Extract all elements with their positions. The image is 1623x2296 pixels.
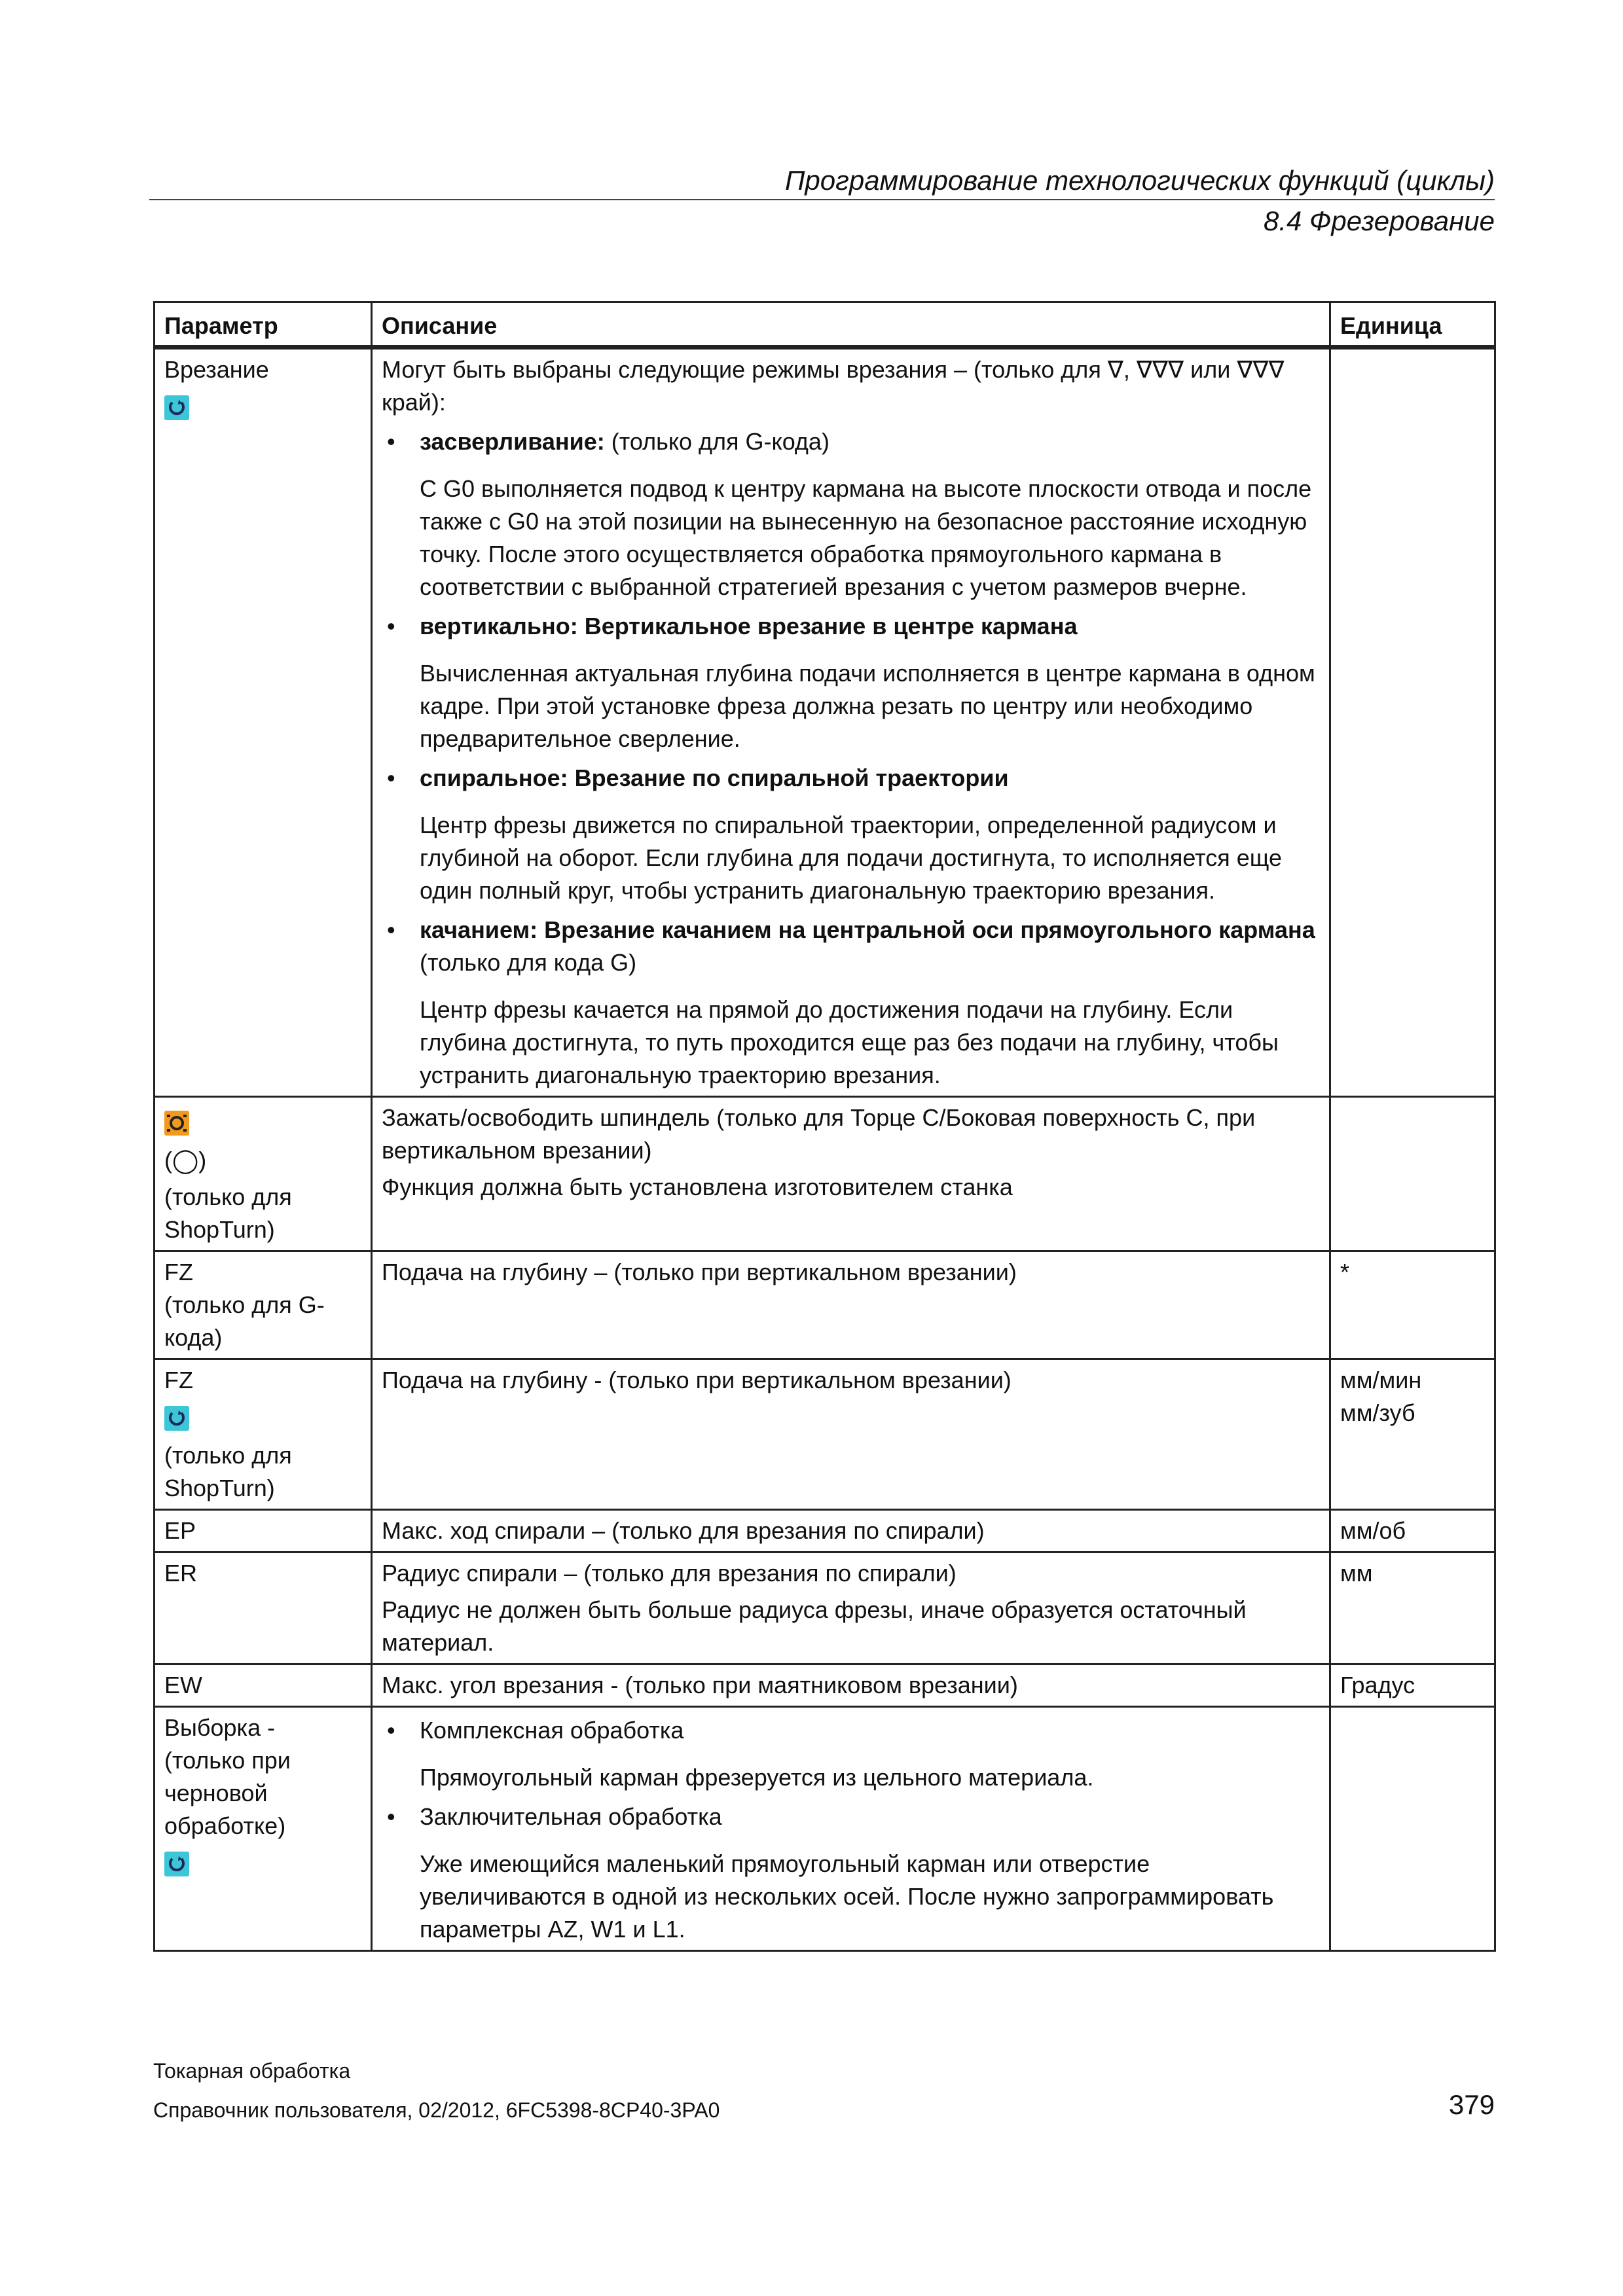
param-name: FZ — [164, 1367, 193, 1393]
description-note: Радиус не должен быть больше радиуса фрезы, иначе образуется остаточный материал. — [382, 1596, 1247, 1656]
parameter-table — [153, 301, 1496, 1952]
footer-reference: Справочник пользователя, 02/2012, 6FC5398-8CP40-3PA0 — [153, 2098, 720, 2122]
unit-cell: мм/об — [1330, 1510, 1495, 1552]
table-row — [155, 1251, 1495, 1359]
list-item — [382, 610, 1320, 643]
description-cell: Макс. ход спирали – (только для врезания по спирали) — [372, 1510, 1330, 1552]
spindle-clamp-icon — [164, 1111, 189, 1136]
column-header-unit: Единица — [1330, 302, 1495, 348]
footer-title: Токарная обработка — [153, 2059, 351, 2083]
unit-cell: Градус — [1330, 1664, 1495, 1707]
cycle-icon — [164, 1406, 189, 1431]
item-title-rest: (только для G-кода) — [604, 428, 830, 455]
table-row — [155, 1707, 1495, 1951]
param-name: FZ — [164, 1259, 193, 1285]
item-text: Вычисленная актуальная глубина подачи исполняется в центре кармана в одном кадре. При этой установке фреза должна резать по центру или необходимо предварительное сверление. — [420, 660, 1315, 752]
list-item — [382, 762, 1320, 795]
list-item: • Комплексная обработка — [382, 1714, 1320, 1747]
item-text: Центр фрезы движется по спиральной траектории, определенной радиусом и глубиной на оборот. Если глубина для подачи достигнута, то исполняется еще один полный круг, чтобы устранить диагональную траекторию врезания. — [420, 812, 1282, 904]
item-title: спиральное: Врезание по спиральной траектории — [420, 764, 1009, 791]
description-cell — [372, 1707, 1330, 1951]
table-row — [155, 348, 1495, 1097]
description-text: Зажать/освободить шпиндель (только для Торце С/Боковая поверхность С, при вертикальном врезании) — [382, 1104, 1256, 1164]
param-cell — [155, 1251, 372, 1359]
param-symbol: (◯) — [164, 1147, 207, 1174]
unit-cell: * — [1330, 1251, 1495, 1359]
item-text: Центр фрезы качается на прямой до достижения подачи на глубину. Если глубина достигнута, то путь проходится еще раз без подачи на глубину, чтобы устранить диагональную траекторию врезания. — [420, 996, 1279, 1088]
description-intro: Могут быть выбраны следующие режимы врезания – (только для ∇, ∇∇∇ или ∇∇∇ край): — [382, 356, 1285, 416]
description-cell: Подача на глубину - (только при вертикальном врезании) — [372, 1359, 1330, 1510]
table-header-row — [155, 302, 1495, 348]
item-text: Прямоугольный карман фрезеруется из цельного материала. — [420, 1764, 1094, 1791]
item-title: вертикально: Вертикальное врезание в центре кармана — [420, 613, 1078, 639]
param-note: (только для ShopTurn) — [164, 1183, 292, 1243]
description-cell — [372, 348, 1330, 1097]
description-text: Радиус спирали – (только для врезания по спирали) — [382, 1560, 957, 1587]
item-title: засверливание: — [420, 428, 605, 455]
param-cell: ER — [155, 1552, 372, 1664]
table-row — [155, 1097, 1495, 1251]
unit-cell — [1330, 1097, 1495, 1251]
unit-cell — [1330, 348, 1495, 1097]
unit-cell: мм — [1330, 1552, 1495, 1664]
item-text: С G0 выполняется подвод к центру кармана на высоте плоскости отвода и после также с G0 на этой позиции на вынесенную на безопасное расстояние исходную точку. После этого осуществляется обработка прямоугольного кармана в соответствии с выбранной стратегией врезания с учетом размеров вчерне. — [420, 475, 1312, 600]
param-cell — [155, 1359, 372, 1510]
table-row — [155, 1359, 1495, 1510]
header-rule — [149, 199, 1495, 200]
description-cell: Макс. угол врезания - (только при маятниковом врезании) — [372, 1664, 1330, 1707]
section-title: 8.4 Фрезерование — [1263, 206, 1495, 236]
list-item — [382, 914, 1320, 979]
cycle-icon — [164, 395, 189, 420]
unit-cell — [1330, 1359, 1495, 1510]
description-cell — [372, 1097, 1330, 1251]
description-note: Функция должна быть установлена изготовителем станка — [382, 1174, 1013, 1200]
param-cell: EP — [155, 1510, 372, 1552]
page-number: 379 — [1448, 2089, 1495, 2120]
table-row — [155, 1510, 1495, 1552]
column-header-parameter: Параметр — [155, 302, 372, 348]
param-name: Выборка - (только при черновой обработке) — [164, 1714, 291, 1839]
unit-cell — [1330, 1707, 1495, 1951]
list-item: • Заключительная обработка — [382, 1801, 1320, 1833]
item-title: качанием: Врезание качанием на центральной оси прямоугольного кармана — [420, 916, 1315, 943]
param-cell — [155, 1707, 372, 1951]
param-cell — [155, 1097, 372, 1251]
cycle-icon — [164, 1852, 189, 1876]
unit-value-alt: мм/зуб — [1340, 1399, 1415, 1426]
unit-value: мм/мин — [1340, 1367, 1422, 1393]
description-cell — [372, 1552, 1330, 1664]
table-row — [155, 1664, 1495, 1707]
column-header-description: Описание — [372, 302, 1330, 348]
param-cell — [155, 348, 372, 1097]
list-item — [382, 425, 1320, 458]
table-row — [155, 1552, 1495, 1664]
param-note: (только для ShopTurn) — [164, 1442, 292, 1501]
param-note: (только для G-кода) — [164, 1291, 325, 1351]
description-cell: Подача на глубину – (только при вертикальном врезании) — [372, 1251, 1330, 1359]
param-name: Врезание — [164, 356, 269, 383]
param-cell: EW — [155, 1664, 372, 1707]
item-text: Уже имеющийся маленький прямоугольный карман или отверстие увеличиваются в одной из нескольких осей. После нужно запрограммировать параметры AZ, W1 и L1. — [420, 1850, 1274, 1943]
item-extra: (только для кода G) — [420, 949, 637, 976]
chapter-title: Программирование технологических функций (циклы) — [784, 165, 1495, 196]
